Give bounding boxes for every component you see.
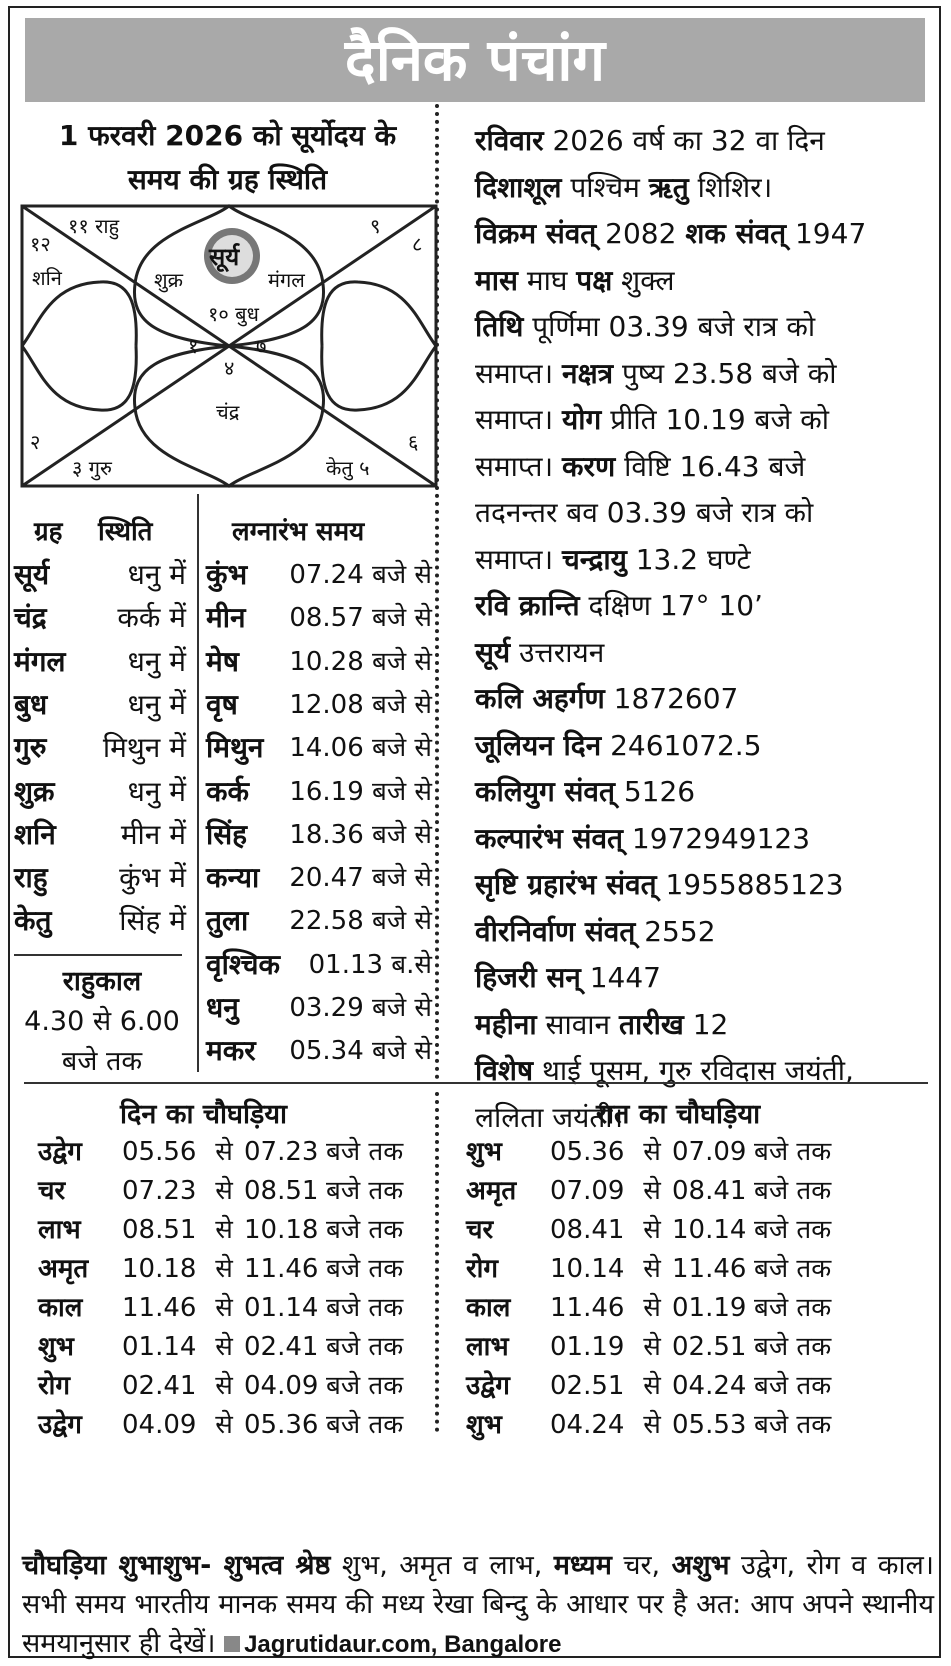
info-value: शिशिर। [688, 170, 773, 204]
choghadiya-se: से [215, 1254, 233, 1284]
info-line [475, 769, 937, 816]
info-line [475, 258, 937, 305]
rahukaal-title: राहुकाल [62, 966, 142, 997]
graha-position: धनु में [127, 774, 186, 808]
rahukaal-suffix: बजे तक [61, 1046, 143, 1077]
choghadiya-to: 08.51 [244, 1176, 319, 1206]
info-value: 13.2 घण्टे [626, 542, 751, 576]
choghadiya-se: से [215, 1137, 233, 1167]
info-key: विशेष [475, 1054, 534, 1087]
lagna-name: तुला [206, 904, 249, 938]
lagna-name: कन्या [206, 861, 260, 895]
info-value: समाप्त। [475, 542, 563, 576]
choghadiya-se: से [215, 1410, 233, 1440]
lagna-name: मेष [206, 644, 239, 678]
house-8: ८ [412, 232, 423, 256]
choghadiya-row [466, 1249, 831, 1290]
info-key: रवि क्रान्ति [475, 589, 580, 622]
choghadiya-to: 01.19 [672, 1293, 747, 1323]
page-title: दैनिक पंचांग [25, 18, 925, 102]
info-value: उत्तरायन [510, 635, 605, 669]
lagna-name: मीन [206, 601, 246, 635]
choghadiya-se: से [643, 1176, 661, 1206]
choghadiya-name: काल [466, 1293, 511, 1323]
info-key: शक संवत् [685, 217, 787, 250]
graha-name: मंगल [14, 644, 66, 678]
info-value: प्रीति 10.19 बजे को [601, 403, 829, 436]
choghadiya-to: 11.46 [244, 1254, 319, 1284]
divider-top [435, 104, 439, 1080]
choghadiya-to: 05.53 [672, 1410, 747, 1440]
choghadiya-from: 11.46 [122, 1293, 197, 1323]
choghadiya-se: से [215, 1332, 233, 1362]
choghadiya-row [466, 1327, 831, 1368]
choghadiya-name: लाभ [466, 1332, 509, 1362]
rahukaal-time: 4.30 से 6.00 [24, 1006, 180, 1037]
info-value: 2461072.5 [601, 728, 762, 762]
choghadiya-from: 04.24 [550, 1410, 625, 1440]
info-line [475, 211, 937, 258]
choghadiya-from: 07.23 [122, 1176, 197, 1206]
lagna-name: कर्क [206, 774, 250, 808]
graha-name: शुक्र [14, 774, 55, 808]
raat-choghadiya-title: रात का चौघड़िया [596, 1099, 761, 1130]
choghadiya-row [38, 1405, 403, 1446]
info-key: करण [562, 449, 616, 483]
choghadiya-to: 04.09 [244, 1371, 319, 1401]
choghadiya-from: 10.18 [122, 1254, 197, 1284]
choghadiya-from: 10.14 [550, 1254, 625, 1284]
footer-key-1: चौघड़िया शुभाशुभ- शुभत्व श्रेष्ठ [22, 1550, 331, 1581]
choghadiya-se: से [643, 1137, 661, 1167]
choghadiya-row [466, 1288, 831, 1329]
info-value: 1947 [786, 217, 867, 250]
graha-position: मीन में [120, 817, 186, 851]
lagna-name: कुंभ [206, 558, 248, 591]
info-value: थाई पूसम, गुरु रविदास जयंती, [533, 1054, 854, 1087]
info-key: मास [475, 263, 518, 297]
choghadiya-from: 01.14 [122, 1332, 197, 1362]
info-value: सावान [536, 1007, 619, 1041]
choghadiya-suffix: बजे तक [754, 1332, 832, 1362]
lagna-name: वृष [206, 687, 238, 721]
lagna-name: धनु [206, 991, 239, 1024]
graha-name: गुरु [14, 731, 47, 765]
lagna-name: सिंह [206, 817, 248, 851]
divider-graha-lagna [197, 494, 199, 1072]
graha-name: चंद्र [14, 601, 47, 635]
info-value: 1447 [580, 961, 661, 994]
choghadiya-se: से [643, 1371, 661, 1401]
choghadiya-row [38, 1288, 403, 1329]
info-key: जूलियन दिन [475, 728, 602, 762]
choghadiya-row [38, 1366, 403, 1407]
choghadiya-name: रोग [466, 1254, 499, 1284]
choghadiya-suffix: बजे तक [754, 1371, 832, 1401]
divider-choghadiya [24, 1082, 928, 1084]
house-6: ६ [408, 430, 419, 454]
choghadiya-to: 01.14 [244, 1293, 319, 1323]
house-3-guru: ३ गुरु [72, 456, 112, 480]
chart-heading-line1: 1 फरवरी 2026 को सूर्योदय के [58, 119, 397, 152]
info-value: विष्टि 16.43 बजे [615, 449, 806, 483]
info-line [475, 723, 937, 770]
footer-note [22, 1546, 934, 1664]
kundli-chart [20, 204, 438, 488]
footer-text-1: शुभ, अमृत व लाभ, [330, 1550, 554, 1581]
choghadiya-se: से [643, 1410, 661, 1440]
divider-choghadiya-columns [435, 1092, 439, 1432]
house-11-rahu: ११ राहु [68, 214, 120, 238]
graha-position: सिंह में [119, 904, 186, 938]
choghadiya-name: उद्वेग [38, 1410, 82, 1440]
house-10-budh: १० बुध [208, 302, 259, 326]
lagna-time: 16.19 बजे से [289, 776, 432, 807]
info-line [475, 955, 937, 1002]
lagna-name: मिथुन [206, 731, 264, 765]
info-key: कलि अहर्गण [475, 682, 605, 715]
choghadiya-suffix: बजे तक [754, 1215, 832, 1245]
choghadiya-from: 02.41 [122, 1371, 197, 1401]
graha-name: केतु [14, 904, 52, 938]
info-key: दिशाशूल [475, 170, 562, 204]
din-choghadiya-title: दिन का चौघड़िया [120, 1099, 288, 1130]
graha-position: कर्क में [117, 601, 186, 635]
choghadiya-name: उद्वेग [466, 1371, 510, 1401]
info-line [475, 583, 937, 630]
info-key: सूर्य [475, 635, 511, 669]
info-line [475, 444, 937, 491]
graha-position: धनु में [127, 644, 186, 678]
house-12: १२ [30, 232, 51, 256]
choghadiya-se: से [643, 1215, 661, 1245]
choghadiya-to: 10.18 [244, 1215, 319, 1245]
choghadiya-name: चर [466, 1215, 494, 1245]
choghadiya-suffix: बजे तक [326, 1215, 404, 1245]
choghadiya-se: से [215, 1176, 233, 1206]
house-9: ९ [370, 214, 381, 238]
footer-key-2: मध्यम [553, 1550, 612, 1581]
lagna-header: लग्नारंभ समय [232, 517, 365, 547]
choghadiya-to: 10.14 [672, 1215, 747, 1245]
planet-shukra: शुक्र [154, 268, 183, 292]
choghadiya-from: 05.36 [550, 1137, 625, 1167]
info-key: तारीख [619, 1007, 684, 1041]
info-value: शुक्ल [612, 263, 675, 297]
choghadiya-from: 07.09 [550, 1176, 625, 1206]
lagna-time: 05.34 बजे से [289, 1036, 432, 1067]
planet-surya: सूर्य [209, 243, 240, 271]
info-line [475, 165, 937, 212]
info-key: रविवार [475, 124, 544, 157]
choghadiya-name: अमृत [38, 1254, 89, 1284]
choghadiya-row [38, 1171, 403, 1212]
choghadiya-name: उद्वेग [38, 1137, 82, 1167]
brand-name: Jagrutidaur.com, Bangalore [244, 1631, 562, 1658]
graha-position: कुंभ में [119, 861, 186, 895]
choghadiya-row [466, 1210, 831, 1251]
choghadiya-suffix: बजे तक [754, 1176, 832, 1206]
choghadiya-name: शुभ [466, 1410, 502, 1440]
house-1: १ [188, 334, 199, 358]
choghadiya-row [466, 1132, 831, 1173]
graha-position: मिथुन में [102, 731, 186, 765]
choghadiya-suffix: बजे तक [754, 1410, 832, 1440]
choghadiya-suffix: बजे तक [326, 1332, 404, 1362]
choghadiya-se: से [215, 1215, 233, 1245]
planet-shani: शनि [32, 266, 62, 290]
info-key: महीना [475, 1007, 537, 1041]
info-value: दक्षिण 17° 10’ [579, 589, 763, 622]
choghadiya-se: से [643, 1293, 661, 1323]
house-7: ७ [256, 334, 267, 358]
choghadiya-suffix: बजे तक [754, 1254, 832, 1284]
choghadiya-name: लाभ [38, 1215, 81, 1245]
info-line [475, 490, 937, 537]
choghadiya-name: चर [38, 1176, 66, 1206]
info-line [475, 397, 937, 444]
info-line [475, 351, 937, 398]
info-line [475, 304, 937, 351]
info-value: समाप्त। [475, 449, 563, 483]
info-line [475, 676, 937, 723]
graha-header-1: ग्रह [34, 517, 63, 547]
info-key: विक्रम संवत् [475, 217, 597, 250]
choghadiya-from: 08.41 [550, 1215, 625, 1245]
info-value: 1955885123 [656, 868, 844, 901]
choghadiya-to: 07.23 [244, 1137, 319, 1167]
rahukaal-box [14, 962, 190, 1082]
info-key: ऋतु [648, 170, 689, 204]
choghadiya-from: 02.51 [550, 1371, 625, 1401]
footer-text-3: उद्वेग, रोग व काल। सभी समय भारतीय मानक समय की मध्य रेखा बिन्दु के आधार पर है अत: आप अपने स्थानीय समयानुसार ही देखें। [22, 1550, 935, 1659]
choghadiya-from: 05.56 [122, 1137, 197, 1167]
choghadiya-se: से [215, 1293, 233, 1323]
choghadiya-row [38, 1132, 403, 1173]
graha-position: धनु में [127, 687, 186, 721]
choghadiya-se: से [643, 1254, 661, 1284]
info-key: कलियुग संवत् [475, 775, 615, 808]
divider-rahukaal [14, 954, 182, 956]
lagna-name: मकर [206, 1034, 256, 1068]
planet-chandra: चंद्र [216, 400, 240, 424]
choghadiya-to: 02.41 [244, 1332, 319, 1362]
choghadiya-to: 07.09 [672, 1137, 747, 1167]
planet-mangal: मंगल [268, 268, 305, 292]
choghadiya-row [38, 1210, 403, 1251]
choghadiya-from: 11.46 [550, 1293, 625, 1323]
info-line [475, 118, 937, 165]
info-value: समाप्त। [475, 403, 563, 436]
info-key: हिजरी सन् [475, 961, 581, 994]
choghadiya-to: 11.46 [672, 1254, 747, 1284]
graha-name: बुध [14, 687, 48, 721]
house-5-ketu: केतु ५ [326, 456, 370, 480]
choghadiya-row [466, 1366, 831, 1407]
info-value: माघ [517, 263, 577, 297]
lagna-time: 03.29 बजे से [289, 993, 432, 1023]
choghadiya-suffix: बजे तक [326, 1371, 404, 1401]
choghadiya-row [38, 1249, 403, 1290]
info-value: 12 [683, 1007, 729, 1041]
info-value: 2026 वर्ष का 32 वा दिन [543, 124, 825, 157]
graha-name: राहु [14, 861, 48, 895]
choghadiya-row [466, 1405, 831, 1446]
choghadiya-suffix: बजे तक [326, 1176, 404, 1206]
choghadiya-name: शुभ [38, 1332, 74, 1362]
choghadiya-to: 05.36 [244, 1410, 319, 1440]
choghadiya-suffix: बजे तक [326, 1293, 404, 1323]
info-value: 2552 [635, 914, 716, 948]
lagna-time: 20.47 बजे से [289, 863, 432, 894]
choghadiya-to: 02.51 [672, 1332, 747, 1362]
choghadiya-name: रोग [38, 1371, 71, 1401]
lagna-time: 07.24 बजे से [289, 560, 432, 590]
lagna-time: 18.36 बजे से [289, 819, 432, 850]
graha-position: धनु में [127, 558, 186, 591]
lagna-name: वृश्चिक [206, 947, 281, 981]
info-line [475, 862, 937, 909]
info-key: चन्द्रायु [562, 542, 627, 576]
choghadiya-to: 04.24 [672, 1371, 747, 1401]
choghadiya-row [38, 1327, 403, 1368]
lagna-time: 10.28 बजे से [289, 646, 432, 677]
info-line [475, 630, 937, 677]
info-value: पश्चिम [561, 170, 649, 204]
info-line [475, 909, 937, 956]
graha-header-2: स्थिति [98, 517, 153, 547]
info-key: तिथि [475, 310, 524, 343]
choghadiya-suffix: बजे तक [326, 1410, 404, 1440]
info-value: 1972949123 [623, 821, 811, 855]
choghadiya-from: 08.51 [122, 1215, 197, 1245]
lagna-time: 14.06 बजे से [289, 733, 432, 764]
info-line [475, 1002, 937, 1049]
graha-name: शनि [14, 817, 56, 851]
info-value: 2082 [596, 217, 686, 250]
info-value: समाप्त। [475, 356, 563, 390]
choghadiya-se: से [643, 1332, 661, 1362]
house-2: २ [30, 430, 41, 454]
info-key: योग [562, 403, 602, 436]
footer-key-3: अशुभ [671, 1550, 730, 1581]
choghadiya-name: अमृत [466, 1176, 517, 1206]
choghadiya-name: शुभ [466, 1137, 502, 1167]
info-line [475, 537, 937, 584]
panchang-info [475, 118, 937, 1141]
info-line [475, 816, 937, 863]
footer-text-2: चर, [611, 1550, 672, 1581]
chart-heading [20, 114, 435, 202]
info-value: 1872607 [604, 682, 739, 715]
choghadiya-suffix: बजे तक [326, 1254, 404, 1284]
chart-heading-line2: समय की ग्रह स्थिति [127, 163, 328, 196]
info-line [475, 1048, 937, 1095]
choghadiya-from: 01.19 [550, 1332, 625, 1362]
house-4: ४ [224, 356, 235, 380]
choghadiya-suffix: बजे तक [326, 1137, 404, 1167]
info-value: पूर्णिमा 03.39 बजे रात्र को [523, 310, 816, 343]
lagna-time: 08.57 बजे से [289, 603, 432, 634]
choghadiya-row [466, 1171, 831, 1212]
choghadiya-suffix: बजे तक [754, 1137, 832, 1167]
lagna-time: 01.13 ब.से [308, 949, 432, 980]
info-key: सृष्टि ग्रहारंभ संवत् [475, 868, 657, 901]
info-value: ललिता जयंती। [475, 1100, 624, 1134]
info-value: तदनन्तर बव 03.39 बजे रात्र को [475, 496, 814, 529]
info-key: कल्पारंभ संवत् [475, 821, 624, 855]
info-value: पुष्य 23.58 बजे को [613, 356, 837, 390]
graha-name: सूर्य [14, 558, 50, 591]
choghadiya-to: 08.41 [672, 1176, 747, 1206]
choghadiya-se: से [215, 1371, 233, 1401]
choghadiya-from: 04.09 [122, 1410, 197, 1440]
info-value: 5126 [614, 775, 696, 808]
lagna-time: 12.08 बजे से [289, 689, 432, 720]
choghadiya-name: काल [38, 1293, 83, 1323]
info-key: नक्षत्र [562, 356, 614, 390]
choghadiya-suffix: बजे तक [754, 1293, 832, 1323]
info-key: पक्ष [576, 263, 613, 297]
info-key: वीरनिर्वाण संवत् [475, 914, 636, 948]
brand-square-icon [224, 1636, 240, 1652]
lagna-time: 22.58 बजे से [289, 906, 432, 937]
